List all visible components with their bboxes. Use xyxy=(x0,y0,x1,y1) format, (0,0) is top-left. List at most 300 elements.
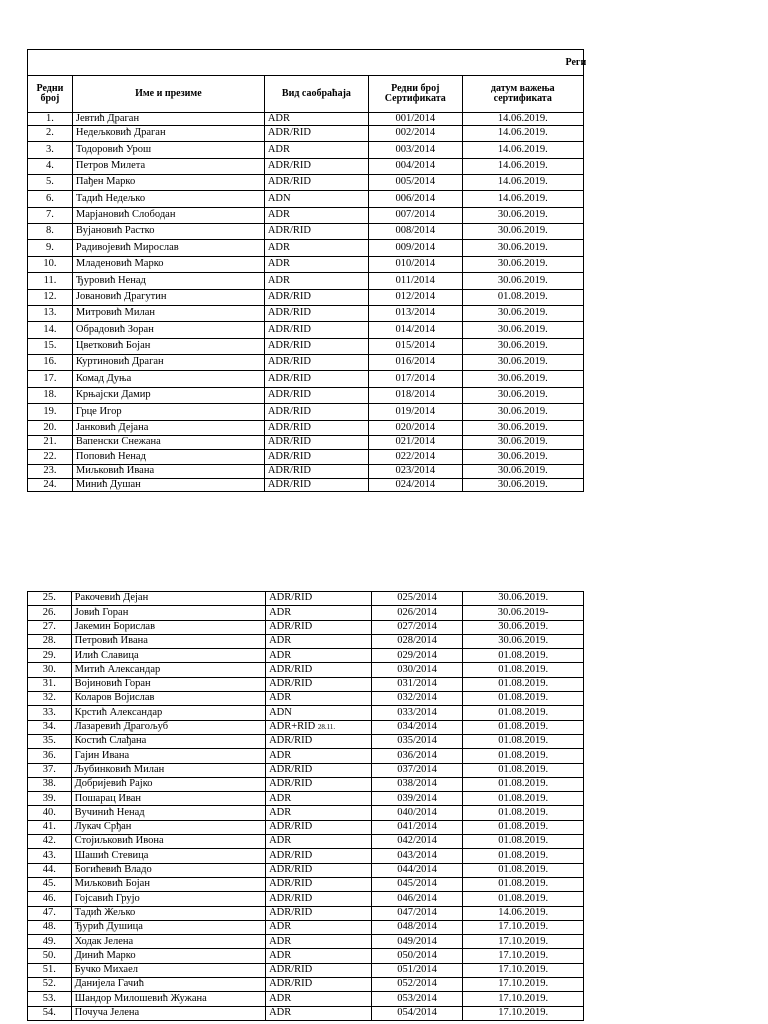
row-name xyxy=(72,450,264,465)
row-number-text: 26. xyxy=(42,606,56,618)
row-name-text: Крњајски Дамир xyxy=(75,389,151,401)
table-row xyxy=(28,777,584,791)
row-transport-type xyxy=(264,142,368,159)
row-transport-type xyxy=(264,465,368,479)
table-row xyxy=(28,1006,584,1020)
row-name-text: Младеновић Марко xyxy=(75,258,164,270)
row-certificate-number xyxy=(371,992,463,1006)
row-name-text: Ђурић Душица xyxy=(74,921,143,933)
row-name-text: Ходак Јелена xyxy=(74,935,134,947)
row-name-text: Радивојевић Мирослав xyxy=(75,241,179,253)
row-validity-date-text: 30.06.2019. xyxy=(497,274,548,286)
row-name xyxy=(71,634,265,648)
row-validity-date xyxy=(463,620,584,634)
row-transport-type-text: ADR/RID xyxy=(269,678,313,690)
table-row xyxy=(28,906,584,920)
row-certificate-number xyxy=(369,113,462,126)
row-transport-type-text: ADR/RID xyxy=(269,964,313,976)
row-transport-type xyxy=(266,849,372,863)
row-transport-type xyxy=(264,479,368,492)
row-name xyxy=(72,479,264,492)
row-transport-type-text: ADR+RID xyxy=(269,721,316,733)
row-number xyxy=(28,863,72,877)
row-certificate-number xyxy=(371,949,463,963)
row-validity-date-text: 30.06.2019. xyxy=(497,258,548,270)
table-row xyxy=(28,113,584,126)
row-name xyxy=(71,835,265,849)
row-name-text: Јовић Горан xyxy=(74,606,129,618)
row-transport-type-text: ADR xyxy=(267,112,290,124)
row-number-text: 44. xyxy=(42,864,56,876)
table-row xyxy=(28,126,584,142)
row-certificate-number-text: 009/2014 xyxy=(395,241,436,253)
row-name-text: Петровић Ивана xyxy=(74,635,148,647)
row-certificate-number-text: 045/2014 xyxy=(397,878,437,890)
row-validity-date-text: 30.06.2019. xyxy=(498,635,549,647)
row-name xyxy=(72,465,264,479)
table-row xyxy=(28,592,584,606)
row-name xyxy=(71,992,265,1006)
table-row xyxy=(28,322,584,339)
row-validity-date xyxy=(462,191,583,208)
row-name xyxy=(71,792,265,806)
row-transport-type-text: ADR/RID xyxy=(267,160,311,172)
row-transport-type-text: ADR xyxy=(269,649,292,661)
row-certificate-number xyxy=(371,920,463,934)
row-name xyxy=(72,371,264,388)
row-transport-type xyxy=(266,663,372,677)
row-number xyxy=(28,465,73,479)
row-validity-date-text: 17.10.2019. xyxy=(498,1007,549,1018)
row-validity-date xyxy=(463,935,584,949)
row-certificate-number xyxy=(369,175,462,191)
row-transport-type-text: ADR/RID xyxy=(269,663,313,675)
row-name-text: Цветковић Бојан xyxy=(75,340,151,352)
row-validity-date-text: 14.06.2019. xyxy=(497,127,548,139)
row-number xyxy=(28,306,73,322)
row-transport-type-text: ADR/RID xyxy=(269,864,313,876)
row-name xyxy=(72,142,264,159)
row-certificate-number-text: 022/2014 xyxy=(395,450,436,462)
row-certificate-number xyxy=(369,126,462,142)
row-certificate-number-text: 017/2014 xyxy=(395,372,436,384)
row-transport-type xyxy=(266,992,372,1006)
row-validity-date-text: 01.08.2019. xyxy=(498,749,549,761)
row-name-text: Пађен Марко xyxy=(75,176,136,188)
row-transport-type-text: ADR/RID xyxy=(267,291,311,303)
row-validity-date-text: 01.08.2019. xyxy=(498,663,549,675)
row-certificate-number-text: 051/2014 xyxy=(397,964,437,976)
row-validity-date xyxy=(462,371,583,388)
row-name xyxy=(72,388,264,404)
row-number xyxy=(28,388,73,404)
row-number xyxy=(28,159,73,175)
row-validity-date xyxy=(462,126,583,142)
row-transport-type xyxy=(266,820,372,834)
row-validity-date xyxy=(463,677,584,691)
row-certificate-number xyxy=(369,436,462,450)
row-validity-date xyxy=(463,792,584,806)
row-transport-type xyxy=(264,355,368,371)
row-certificate-number-text: 027/2014 xyxy=(397,620,437,632)
row-certificate-number xyxy=(371,963,463,977)
row-note: 28.11. xyxy=(317,723,336,732)
row-certificate-number-text: 029/2014 xyxy=(397,649,437,661)
row-transport-type-text: ADR/RID xyxy=(267,389,311,401)
row-certificate-number xyxy=(369,450,462,465)
row-validity-date xyxy=(463,592,584,606)
row-certificate-number xyxy=(371,892,463,906)
row-number xyxy=(28,734,72,748)
row-validity-date-text: 17.10.2019. xyxy=(498,964,549,976)
row-name-text: Вучинић Ненад xyxy=(74,806,145,818)
row-number xyxy=(28,421,73,436)
row-transport-type-text: ADR xyxy=(267,241,290,253)
row-name xyxy=(72,273,264,290)
row-validity-date-text: 30.06.2019. xyxy=(497,323,548,335)
row-number xyxy=(28,175,73,191)
row-validity-date-text: 14.06.2019. xyxy=(498,906,549,918)
row-name-text: Јанковић Дејана xyxy=(75,421,149,433)
row-certificate-number xyxy=(369,322,462,339)
row-certificate-number-text: 044/2014 xyxy=(397,864,437,876)
row-number-text: 12. xyxy=(43,291,57,303)
table-row xyxy=(28,339,584,355)
row-certificate-number xyxy=(371,663,463,677)
table-row xyxy=(28,421,584,436)
row-name-text: Ракочевић Дејан xyxy=(74,592,149,604)
row-certificate-number-text: 010/2014 xyxy=(395,258,436,270)
row-number-text: 20. xyxy=(43,421,57,433)
row-number-text: 15. xyxy=(43,340,57,352)
row-certificate-number xyxy=(371,806,463,820)
row-number-text: 34. xyxy=(42,721,56,733)
row-number xyxy=(28,240,73,257)
row-name xyxy=(71,749,265,763)
row-name-text: Јакемин Борислав xyxy=(74,620,156,632)
row-name xyxy=(71,806,265,820)
row-certificate-number-text: 052/2014 xyxy=(397,978,437,990)
row-number xyxy=(28,963,72,977)
table-row xyxy=(28,306,584,322)
table-row xyxy=(28,949,584,963)
row-number xyxy=(28,620,72,634)
row-transport-type-text: ADR/RID xyxy=(269,978,313,990)
row-certificate-number-text: 034/2014 xyxy=(397,721,437,733)
row-transport-type xyxy=(266,863,372,877)
row-transport-type-text: ADR xyxy=(267,258,290,270)
row-number-text: 32. xyxy=(42,692,56,704)
row-certificate-number-text: 019/2014 xyxy=(395,405,436,417)
row-certificate-number xyxy=(371,777,463,791)
row-certificate-number xyxy=(369,290,462,306)
row-name-text: Недељковић Драган xyxy=(75,127,166,139)
row-validity-date-text: 01.08.2019. xyxy=(498,792,549,804)
row-transport-type xyxy=(264,113,368,126)
row-certificate-number xyxy=(369,224,462,240)
row-certificate-number xyxy=(369,208,462,224)
row-transport-type xyxy=(266,692,372,706)
row-certificate-number-text: 046/2014 xyxy=(397,892,437,904)
row-number xyxy=(28,877,72,891)
row-name-text: Марјановић Слободан xyxy=(75,209,176,221)
row-validity-date xyxy=(463,820,584,834)
row-number-text: 36. xyxy=(42,749,56,761)
row-validity-date xyxy=(462,421,583,436)
row-name xyxy=(72,126,264,142)
row-name-text: Данијела Гачић xyxy=(74,978,144,990)
row-number-text: 2. xyxy=(46,127,54,139)
row-transport-type xyxy=(266,806,372,820)
row-number xyxy=(28,792,72,806)
row-validity-date-text: 01.08.2019. xyxy=(498,835,549,847)
row-certificate-number-text: 033/2014 xyxy=(397,706,437,718)
row-number-text: 30. xyxy=(42,663,56,675)
row-name-text: Обрадовић Зоран xyxy=(75,323,154,335)
table-row xyxy=(28,634,584,648)
row-transport-type xyxy=(266,949,372,963)
row-certificate-number xyxy=(371,763,463,777)
table-row xyxy=(28,355,584,371)
row-name-text: Гајин Ивана xyxy=(74,749,130,761)
row-transport-type xyxy=(266,706,372,720)
row-validity-date-text: 30.06.2019. xyxy=(497,405,548,417)
row-name xyxy=(71,763,265,777)
table-row xyxy=(28,720,584,734)
table-row xyxy=(28,820,584,834)
row-transport-type-text: ADR/RID xyxy=(269,821,313,833)
row-name xyxy=(71,906,265,920)
row-validity-date-text: 30.06.2019. xyxy=(497,465,548,477)
row-certificate-number xyxy=(371,677,463,691)
row-validity-date-text: 01.08.2019. xyxy=(498,849,549,861)
row-validity-date xyxy=(463,663,584,677)
row-number xyxy=(28,479,73,492)
table-row xyxy=(28,240,584,257)
table-row xyxy=(28,663,584,677)
row-number xyxy=(28,763,72,777)
row-name-text: Поповић Ненад xyxy=(75,450,146,462)
row-validity-date-text: 01.08.2019. xyxy=(498,821,549,833)
row-number-text: 28. xyxy=(42,635,56,647)
row-name-text: Миљковић Бојан xyxy=(74,878,150,890)
row-number-text: 45. xyxy=(42,878,56,890)
row-name-text: Пошарац Иван xyxy=(74,792,142,804)
table-row xyxy=(28,479,584,492)
row-transport-type-text: ADR/RID xyxy=(269,592,313,604)
row-validity-date xyxy=(462,113,583,126)
row-certificate-number-text: 004/2014 xyxy=(395,160,436,172)
row-number-text: 14. xyxy=(43,323,57,335)
row-transport-type-text: ADR/RID xyxy=(269,735,313,747)
row-name-text: Јевтић Драган xyxy=(75,112,140,124)
row-transport-type-text: ADR/RID xyxy=(267,356,311,368)
row-validity-date-text: 14.06.2019. xyxy=(497,160,548,172)
row-number-text: 43. xyxy=(42,849,56,861)
row-name-text: Почуча Јелена xyxy=(74,1007,140,1018)
row-validity-date-text: 01.08.2019. xyxy=(498,892,549,904)
row-certificate-number-text: 050/2014 xyxy=(397,949,437,961)
row-name xyxy=(71,949,265,963)
table-row xyxy=(28,835,584,849)
row-validity-date-text: 30.06.2019. xyxy=(497,436,548,448)
row-certificate-number-text: 024/2014 xyxy=(395,478,436,490)
banner-row xyxy=(28,50,584,76)
row-certificate-number-text: 003/2014 xyxy=(395,143,436,155)
row-certificate-number xyxy=(371,906,463,920)
row-transport-type xyxy=(264,191,368,208)
table-row xyxy=(28,450,584,465)
row-number-text: 41. xyxy=(42,821,56,833)
row-transport-type xyxy=(264,126,368,142)
row-transport-type xyxy=(264,175,368,191)
row-number-text: 13. xyxy=(43,307,57,319)
table-row xyxy=(28,404,584,421)
row-transport-type xyxy=(266,734,372,748)
row-validity-date-text: 30.06.2019. xyxy=(497,241,548,253)
row-name xyxy=(71,606,265,620)
row-number-text: 51. xyxy=(42,964,56,976)
row-name xyxy=(72,436,264,450)
row-number-text: 42. xyxy=(42,835,56,847)
row-name-text: Тадић Недељко xyxy=(75,192,146,204)
row-validity-date xyxy=(463,906,584,920)
row-number-text: 7. xyxy=(46,209,54,221)
row-certificate-number xyxy=(371,935,463,949)
row-certificate-number-text: 011/2014 xyxy=(395,274,435,286)
table-row xyxy=(28,191,584,208)
row-number xyxy=(28,450,73,465)
row-transport-type-text: ADR/RID xyxy=(267,225,311,237)
row-validity-date xyxy=(463,963,584,977)
row-number-text: 5. xyxy=(46,176,54,188)
row-name-text: Крстић Александар xyxy=(74,706,163,718)
row-name xyxy=(72,355,264,371)
row-validity-date xyxy=(462,465,583,479)
row-name xyxy=(72,257,264,273)
row-validity-date xyxy=(462,208,583,224)
row-number xyxy=(28,142,73,159)
row-name xyxy=(71,720,265,734)
row-validity-date xyxy=(462,175,583,191)
row-validity-date-text: 01.08.2019. xyxy=(498,806,549,818)
row-certificate-number-text: 012/2014 xyxy=(395,291,436,303)
row-number-text: 38. xyxy=(42,778,56,790)
table-row xyxy=(28,863,584,877)
row-transport-type-text: ADR/RID xyxy=(269,906,313,918)
row-transport-type-text: ADR xyxy=(269,792,292,804)
row-number xyxy=(28,126,73,142)
table-row xyxy=(28,257,584,273)
row-certificate-number xyxy=(369,479,462,492)
row-certificate-number xyxy=(369,371,462,388)
table-row xyxy=(28,935,584,949)
row-certificate-number xyxy=(371,849,463,863)
row-transport-type xyxy=(264,257,368,273)
row-transport-type xyxy=(264,306,368,322)
row-number xyxy=(28,322,73,339)
row-number-text: 39. xyxy=(42,792,56,804)
table-row xyxy=(28,792,584,806)
row-number-text: 1. xyxy=(46,112,54,124)
row-number xyxy=(28,290,73,306)
row-name xyxy=(71,920,265,934)
row-transport-type xyxy=(264,208,368,224)
header-cert: Редни број Сертификата xyxy=(369,76,462,113)
row-number xyxy=(28,978,72,992)
row-transport-type xyxy=(266,963,372,977)
row-name xyxy=(72,159,264,175)
row-validity-date-text: 30.06.2019. xyxy=(497,389,548,401)
row-certificate-number-text: 026/2014 xyxy=(397,606,437,618)
row-transport-type-text: ADR xyxy=(267,143,290,155)
row-name xyxy=(71,706,265,720)
row-transport-type-text: ADR xyxy=(267,274,290,286)
row-number-text: 49. xyxy=(42,935,56,947)
row-transport-type-text: ADR xyxy=(269,1007,292,1018)
row-validity-date-text: 01.08.2019. xyxy=(498,735,549,747)
row-number xyxy=(28,835,72,849)
row-validity-date-text: 30.06.2019. xyxy=(497,421,548,433)
row-certificate-number xyxy=(371,692,463,706)
row-name xyxy=(71,649,265,663)
row-number-text: 37. xyxy=(42,763,56,775)
row-number xyxy=(28,273,73,290)
table-row xyxy=(28,763,584,777)
row-certificate-number-text: 007/2014 xyxy=(395,209,436,221)
row-validity-date xyxy=(463,777,584,791)
row-validity-date-text: 30.06.2019. xyxy=(497,225,548,237)
row-validity-date-text: 14.06.2019. xyxy=(497,112,548,124)
table-row xyxy=(28,290,584,306)
table-row xyxy=(28,677,584,691)
row-validity-date xyxy=(462,339,583,355)
row-name-text: Костић Слађана xyxy=(74,735,147,747)
row-transport-type xyxy=(266,634,372,648)
row-name xyxy=(72,322,264,339)
row-transport-type-text: ADR/RID xyxy=(267,340,311,352)
row-validity-date xyxy=(462,355,583,371)
row-validity-date-text: 01.08.2019. xyxy=(498,706,549,718)
row-validity-date xyxy=(462,257,583,273)
row-name-text: Грце Игор xyxy=(75,405,122,417)
row-validity-date-text: 17.10.2019. xyxy=(498,935,549,947)
row-name-text: Вапенски Снежана xyxy=(75,436,161,448)
row-number-text: 54. xyxy=(42,1007,56,1018)
row-number xyxy=(28,606,72,620)
row-certificate-number xyxy=(369,191,462,208)
row-number xyxy=(28,849,72,863)
row-transport-type-text: ADR xyxy=(269,749,292,761)
row-certificate-number-text: 037/2014 xyxy=(397,763,437,775)
table-row xyxy=(28,920,584,934)
row-number-text: 10. xyxy=(43,258,57,270)
row-number-text: 29. xyxy=(42,649,56,661)
row-transport-type xyxy=(264,322,368,339)
row-transport-type-text: ADR/RID xyxy=(267,307,311,319)
row-certificate-number-text: 005/2014 xyxy=(395,176,436,188)
row-transport-type xyxy=(266,935,372,949)
row-validity-date-text: 14.06.2019. xyxy=(497,176,548,188)
row-certificate-number-text: 002/2014 xyxy=(395,127,436,139)
table-row xyxy=(28,208,584,224)
row-validity-date xyxy=(462,224,583,240)
row-transport-type xyxy=(264,240,368,257)
row-number xyxy=(28,592,72,606)
row-number xyxy=(28,720,72,734)
row-number xyxy=(28,749,72,763)
row-transport-type xyxy=(266,892,372,906)
